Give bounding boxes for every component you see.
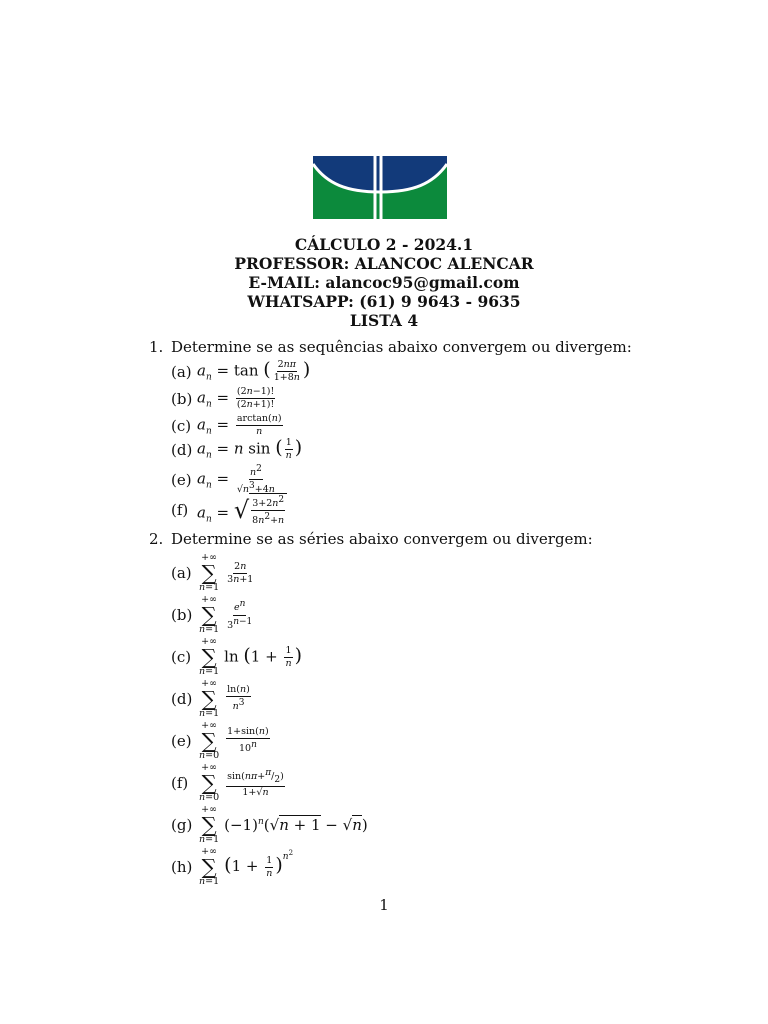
item-label: (a) bbox=[171, 564, 192, 582]
item-label: (d) bbox=[171, 440, 193, 459]
question-1-text: Determine se as sequências abaixo convergem ou divergem: bbox=[171, 338, 632, 356]
university-logo bbox=[313, 156, 447, 219]
q1-item-a bbox=[171, 360, 310, 383]
item-label: (f) bbox=[171, 774, 189, 792]
formula: $a_n$ = $\frac{\arctan(n)}{n}$ bbox=[197, 413, 282, 437]
item-label: (d) bbox=[171, 690, 193, 708]
item-label: (e) bbox=[171, 470, 192, 489]
page-number: 1 bbox=[379, 896, 389, 914]
formula: $a_n$ = $\frac{n^2}{√n^3+4n}$ bbox=[197, 464, 275, 496]
q2-item-f: (f) +∞ ∑ n=0 $\frac{\sin(n\pi+^\pi/_2)}{1+√n}$ bbox=[171, 762, 284, 803]
q2-item-e: (e) +∞ ∑ n=0 $\frac{1+\sin(n)}{10^n}$ bbox=[171, 720, 269, 761]
question-1: 1. Determine se as sequências abaixo convergem ou divergem: bbox=[149, 338, 632, 356]
q1-item-c bbox=[171, 414, 285, 437]
formula: $a_n$ = √ $\frac{3+2n^2}{8n^2+n}$ bbox=[197, 493, 287, 526]
item-label: (c) bbox=[171, 416, 192, 435]
formula: $a_n$ = $\frac{(2n-1)!}{(2n+1)!}$ bbox=[197, 386, 275, 410]
q1-item-d bbox=[171, 438, 302, 461]
email-line: E-MAIL: alancoc95@gmail.com bbox=[248, 273, 520, 292]
course-title: CÁLCULO 2 - 2024.1 bbox=[294, 235, 474, 254]
q2-item-a: (a) +∞ ∑ n=1 $\frac{2n}{3n+1}$ bbox=[171, 552, 254, 593]
whatsapp-line: WHATSAPP: (61) 9 9643 - 9635 bbox=[247, 292, 521, 311]
q1-item-f bbox=[171, 493, 287, 526]
professor-line: PROFESSOR: ALANCOC ALENCAR bbox=[234, 254, 534, 273]
formula: $a_n = n$ sin ( $\frac{1}{n}$ ) bbox=[197, 436, 303, 461]
question-2-text: Determine se as séries abaixo convergem ou divergem: bbox=[171, 530, 593, 548]
formula: $a_n = \tan$ ( $\frac{2n\pi}{1+8n}$ ) bbox=[197, 358, 311, 383]
question-2: 2. Determine se as séries abaixo convergem ou divergem: bbox=[149, 530, 593, 548]
list-title: LISTA 4 bbox=[349, 311, 419, 330]
item-label: (b) bbox=[171, 606, 193, 624]
item-label: (a) bbox=[171, 362, 192, 381]
q2-item-b: (b) +∞ ∑ n=1 $\frac{e^n}{3^{n-1}}$ bbox=[171, 594, 253, 635]
item-label: (f) bbox=[171, 500, 189, 519]
q2-item-h: (h) +∞ ∑ n=1 (1 + $\frac{1}{n}$ )$^{n^2}$ bbox=[171, 846, 294, 887]
q1-item-e bbox=[171, 464, 278, 495]
item-label: (e) bbox=[171, 732, 192, 750]
item-label: (h) bbox=[171, 858, 193, 876]
q2-item-c: (c) +∞ ∑ n=1 ln (1 + $\frac{1}{n}$ ) bbox=[171, 636, 302, 677]
q2-item-d: (d) +∞ ∑ n=1 $\frac{\ln(n)}{n^3}$ bbox=[171, 678, 250, 719]
item-label: (c) bbox=[171, 648, 192, 666]
item-label: (g) bbox=[171, 816, 193, 834]
q2-item-g: (g) +∞ ∑ n=1 $(-1)^n(√n + 1 - √n)$ bbox=[171, 804, 368, 845]
q1-item-b bbox=[171, 387, 277, 410]
document-header bbox=[0, 235, 768, 330]
item-label: (b) bbox=[171, 389, 193, 408]
